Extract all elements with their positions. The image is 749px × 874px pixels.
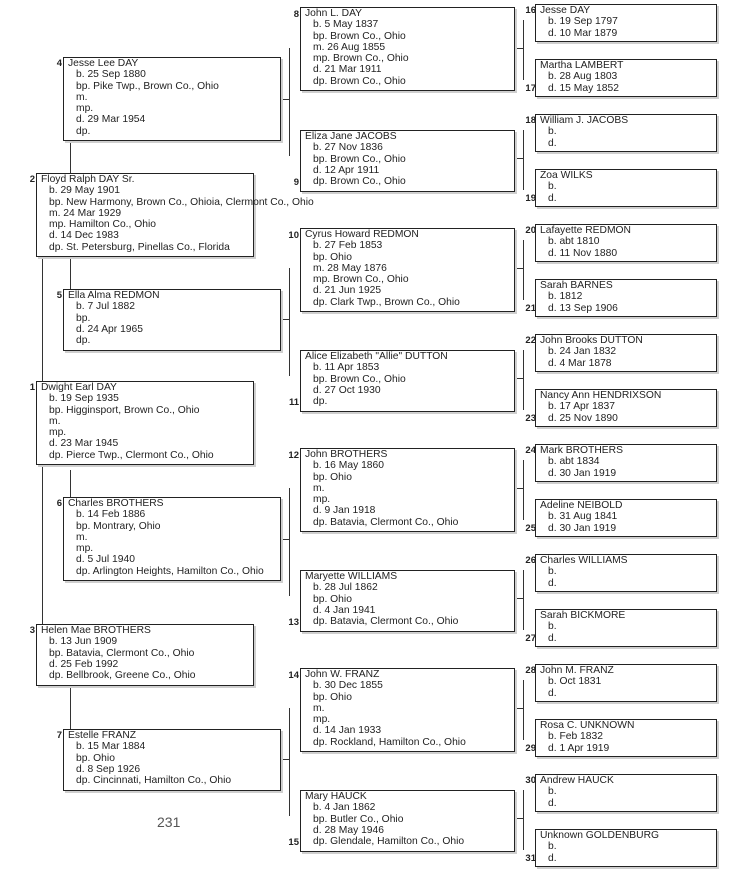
person-fact: b. (548, 786, 557, 798)
person-fact: m. 26 Aug 1855 (313, 41, 386, 53)
person-fact: b. 16 May 1860 (313, 460, 384, 472)
person-number: 2 (29, 174, 35, 185)
person-number: 8 (293, 9, 299, 20)
person-number: 31 (525, 853, 536, 864)
person-fact: d. 15 May 1852 (548, 82, 619, 94)
person-fact: dp. Glendale, Hamilton Co., Ohio (313, 836, 465, 848)
person-name: Alice Elizabeth "Allie" DUTTON (305, 351, 448, 362)
person-number: 6 (56, 498, 62, 509)
person-fact: dp. Brown Co., Ohio (313, 176, 406, 188)
person-number: 16 (525, 5, 536, 16)
person-fact: bp. Batavia, Clermont Co., Ohio (49, 647, 195, 659)
person-fact: d. 9 Jan 1918 (313, 505, 376, 517)
person-box-17 (535, 59, 717, 97)
person-number: 18 (525, 115, 536, 126)
person-name: Sarah BICKMORE (540, 610, 626, 621)
person-name: Unknown GOLDENBURG (540, 830, 660, 841)
person-number: 7 (56, 730, 62, 741)
person-fact: b. 4 Jan 1862 (313, 802, 376, 814)
person-fact: dp. (76, 125, 91, 137)
person-fact: d. 24 Apr 1965 (76, 323, 143, 335)
person-number: 13 (288, 617, 299, 628)
connector (523, 680, 524, 740)
person-fact: b. 13 Jun 1909 (49, 636, 118, 648)
person-fact: m. 24 Mar 1929 (49, 207, 122, 219)
person-fact: b. 25 Sep 1880 (76, 69, 146, 81)
person-box-24 (535, 444, 717, 482)
person-fact: b. (548, 566, 557, 578)
person-fact: bp. Ohio (313, 471, 352, 483)
person-number: 15 (288, 837, 299, 848)
person-number: 29 (525, 743, 536, 754)
person-box-23 (535, 389, 717, 427)
person-fact: dp. St. Petersburg, Pinellas Co., Florida (49, 241, 230, 253)
person-box-13 (300, 570, 515, 632)
person-fact: d. 10 Mar 1879 (548, 27, 618, 39)
person-fact: bp. Ohio (313, 691, 352, 703)
person-fact: b. (548, 841, 557, 853)
person-fact: m. (313, 482, 325, 494)
person-fact: d. 4 Mar 1878 (548, 357, 612, 369)
person-name: John BROTHERS (305, 449, 388, 460)
person-fact: d. 25 Nov 1890 (548, 412, 618, 424)
person-box-7 (63, 729, 281, 791)
person-fact: b. 17 Apr 1837 (548, 401, 615, 413)
person-fact: d. 14 Dec 1983 (49, 230, 119, 242)
person-box-8 (300, 7, 515, 91)
person-box-9 (300, 130, 515, 192)
person-fact: bp. New Harmony, Brown Co., Ohioia, Clermont Co., Ohio (49, 196, 314, 208)
person-fact: mp. (313, 714, 331, 726)
person-box-5 (63, 289, 281, 351)
person-fact: d. 8 Sep 1926 (76, 763, 141, 775)
person-fact: d. 12 Apr 1911 (313, 164, 380, 176)
person-fact: mp. Brown Co., Ohio (313, 53, 409, 65)
person-fact: b. 28 Jul 1862 (313, 582, 378, 594)
person-number: 20 (525, 225, 536, 236)
person-fact: b. abt 1834 (548, 456, 600, 468)
person-box-11 (300, 350, 515, 412)
person-name: Cyrus Howard REDMON (305, 229, 419, 240)
person-fact: b. 28 Aug 1803 (548, 71, 618, 83)
person-fact: d. 14 Jan 1933 (313, 725, 382, 737)
connector (523, 240, 524, 300)
person-box-10 (300, 228, 515, 312)
person-number: 21 (525, 303, 536, 314)
person-name: Maryette WILLIAMS (305, 571, 398, 582)
person-name: Sarah BARNES (540, 280, 613, 291)
person-fact: d. (548, 852, 557, 864)
person-box-26 (535, 554, 717, 592)
connector (523, 790, 524, 850)
person-name: Jesse Lee DAY (68, 58, 139, 69)
person-box-14 (300, 668, 515, 752)
person-name: John Brooks DUTTON (540, 335, 643, 346)
person-fact: b. (548, 126, 557, 138)
person-number: 5 (56, 290, 62, 301)
connector (523, 130, 524, 190)
person-fact: dp. (313, 396, 328, 408)
person-name: Mark BROTHERS (540, 445, 623, 456)
person-name: Charles BROTHERS (68, 498, 164, 509)
person-fact: b. 27 Feb 1853 (313, 240, 383, 252)
person-fact: b. 7 Jul 1882 (76, 301, 135, 313)
person-number: 22 (525, 335, 536, 346)
person-fact: dp. Brown Co., Ohio (313, 75, 406, 87)
person-fact: d. 11 Nov 1880 (548, 247, 618, 259)
person-fact: m. (49, 415, 61, 427)
connector (289, 268, 290, 376)
person-name: Ella Alma REDMON (68, 290, 160, 301)
connector (289, 488, 290, 596)
person-fact: d. (548, 577, 557, 589)
person-fact: b. 29 May 1901 (49, 185, 120, 197)
person-fact: d. 1 Apr 1919 (548, 742, 610, 754)
person-name: John M. FRANZ (540, 665, 614, 676)
connector (289, 48, 290, 156)
person-number: 14 (288, 670, 299, 681)
person-number: 10 (288, 230, 299, 241)
person-name: Jesse DAY (540, 5, 591, 16)
person-fact: m. 28 May 1876 (313, 262, 387, 274)
person-fact: m. (313, 702, 325, 714)
person-fact: d. 5 Jul 1940 (76, 554, 135, 566)
person-number: 11 (288, 397, 299, 408)
person-fact: d. 30 Jan 1919 (548, 522, 617, 534)
person-number: 26 (525, 555, 536, 566)
person-fact: d. 30 Jan 1919 (548, 467, 617, 479)
connector (523, 570, 524, 630)
person-name: Dwight Earl DAY (41, 382, 117, 393)
person-box-3 (36, 624, 254, 686)
person-number: 1 (29, 382, 35, 393)
person-fact: dp. Bellbrook, Greene Co., Ohio (49, 670, 196, 682)
person-fact: d. 27 Oct 1930 (313, 384, 381, 396)
person-fact: dp. Cincinnati, Hamilton Co., Ohio (76, 775, 232, 787)
person-fact: b. Oct 1831 (548, 676, 602, 688)
person-number: 19 (525, 193, 536, 204)
person-name: Nancy Ann HENDRIXSON (540, 390, 662, 401)
person-name: Rosa C. UNKNOWN (540, 720, 635, 731)
person-fact: bp. Brown Co., Ohio (313, 153, 406, 165)
person-number: 23 (525, 413, 536, 424)
person-fact: mp. (49, 427, 67, 439)
person-fact: b. 11 Apr 1853 (313, 362, 380, 374)
person-name: Eliza Jane JACOBS (305, 131, 397, 142)
person-fact: b. abt 1810 (548, 236, 600, 248)
person-fact: b. 27 Nov 1836 (313, 142, 383, 154)
person-fact: bp. Pike Twp., Brown Co., Ohio (76, 80, 219, 92)
person-fact: dp. Clark Twp., Brown Co., Ohio (313, 296, 460, 308)
person-fact: m. (76, 91, 88, 103)
person-fact: dp. Rockland, Hamilton Co., Ohio (313, 736, 466, 748)
connector (523, 20, 524, 80)
person-fact: b. 19 Sep 1935 (49, 393, 119, 405)
person-name: Adeline NEIBOLD (540, 500, 623, 511)
person-fact: dp. Arlington Heights, Hamilton Co., Ohio (76, 565, 264, 577)
person-fact: mp. (76, 543, 94, 555)
person-number: 28 (525, 665, 536, 676)
person-box-22 (535, 334, 717, 372)
person-fact: dp. Batavia, Clermont Co., Ohio (313, 616, 459, 628)
person-fact: b. 14 Feb 1886 (76, 509, 146, 521)
person-box-4 (63, 57, 281, 141)
person-fact: bp. (76, 312, 91, 324)
person-number: 30 (525, 775, 536, 786)
person-fact: bp. Ohio (313, 593, 352, 605)
person-name: Helen Mae BROTHERS (41, 625, 151, 636)
person-fact: bp. Ohio (313, 251, 352, 263)
person-fact: b. 15 Mar 1884 (76, 741, 146, 753)
person-box-1 (36, 381, 254, 465)
person-number: 9 (293, 177, 299, 188)
person-fact: d. (548, 797, 557, 809)
connector (70, 685, 71, 735)
person-fact: d. 4 Jan 1941 (313, 604, 376, 616)
person-fact: bp. Montrary, Ohio (76, 520, 161, 532)
person-number: 17 (525, 83, 536, 94)
person-fact: d. 21 Jun 1925 (313, 285, 382, 297)
person-number: 24 (525, 445, 536, 456)
person-fact: d. 29 Mar 1954 (76, 114, 146, 126)
person-fact: d. 21 Mar 1911 (313, 64, 382, 76)
person-fact: b. (548, 621, 557, 633)
person-fact: d. (548, 632, 557, 644)
person-name: John L. DAY (305, 8, 363, 19)
person-name: Andrew HAUCK (540, 775, 614, 786)
person-fact: dp. Pierce Twp., Clermont Co., Ohio (49, 449, 214, 461)
person-name: Martha LAMBERT (540, 60, 624, 71)
person-name: Mary HAUCK (305, 791, 367, 802)
person-fact: bp. Butler Co., Ohio (313, 813, 404, 825)
person-fact: mp. Brown Co., Ohio (313, 274, 409, 286)
person-name: William J. JACOBS (540, 115, 629, 126)
person-number: 4 (56, 58, 62, 69)
person-number: 12 (288, 450, 299, 461)
person-fact: dp. (76, 335, 91, 347)
person-fact: d. 25 Feb 1992 (49, 658, 119, 670)
person-box-27 (535, 609, 717, 647)
person-fact: b. 5 May 1837 (313, 19, 379, 31)
connector (289, 708, 290, 816)
person-name: Zoa WILKS (540, 170, 593, 181)
person-name: John W. FRANZ (305, 669, 380, 680)
person-box-18 (535, 114, 717, 152)
person-fact: b. 24 Jan 1832 (548, 346, 617, 358)
person-fact: b. 1812 (548, 291, 583, 303)
person-fact: d. 28 May 1946 (313, 824, 384, 836)
person-name: Lafayette REDMON (540, 225, 631, 236)
person-number: 25 (525, 523, 536, 534)
person-fact: d. (548, 137, 557, 149)
person-fact: b. 31 Aug 1841 (548, 511, 618, 523)
page-number: 231 (157, 814, 181, 830)
person-name: Charles WILLIAMS (540, 555, 628, 566)
person-fact: mp. Hamilton Co., Ohio (49, 219, 157, 231)
person-box-20 (535, 224, 717, 262)
person-box-29 (535, 719, 717, 757)
person-box-15 (300, 790, 515, 852)
person-fact: bp. Ohio (76, 752, 115, 764)
person-box-12 (300, 448, 515, 532)
person-name: Floyd Ralph DAY Sr. (41, 174, 135, 185)
person-box-19 (535, 169, 717, 207)
connector (523, 460, 524, 520)
person-box-31 (535, 829, 717, 867)
person-box-6 (63, 497, 281, 581)
person-box-16 (535, 4, 717, 42)
person-fact: dp. Batavia, Clermont Co., Ohio (313, 516, 459, 528)
person-fact: d. 13 Sep 1906 (548, 302, 618, 314)
person-fact: bp. Brown Co., Ohio (313, 30, 406, 42)
person-fact: d. 23 Mar 1945 (49, 438, 119, 450)
person-fact: m. (76, 531, 88, 543)
person-name: Estelle FRANZ (68, 730, 137, 741)
person-fact: b. 19 Sep 1797 (548, 16, 618, 28)
person-box-28 (535, 664, 717, 702)
person-fact: mp. (76, 103, 94, 115)
connector (523, 350, 524, 410)
person-fact: bp. Higginsport, Brown Co., Ohio (49, 404, 200, 416)
person-fact: d. (548, 192, 557, 204)
person-box-21 (535, 279, 717, 317)
person-box-30 (535, 774, 717, 812)
person-fact: b. (548, 181, 557, 193)
person-fact: d. (548, 687, 557, 699)
person-fact: mp. (313, 494, 331, 506)
person-fact: b. 30 Dec 1855 (313, 680, 383, 692)
person-fact: b. Feb 1832 (548, 731, 603, 743)
person-box-25 (535, 499, 717, 537)
person-number: 27 (525, 633, 536, 644)
person-fact: bp. Brown Co., Ohio (313, 373, 406, 385)
person-number: 3 (29, 625, 35, 636)
